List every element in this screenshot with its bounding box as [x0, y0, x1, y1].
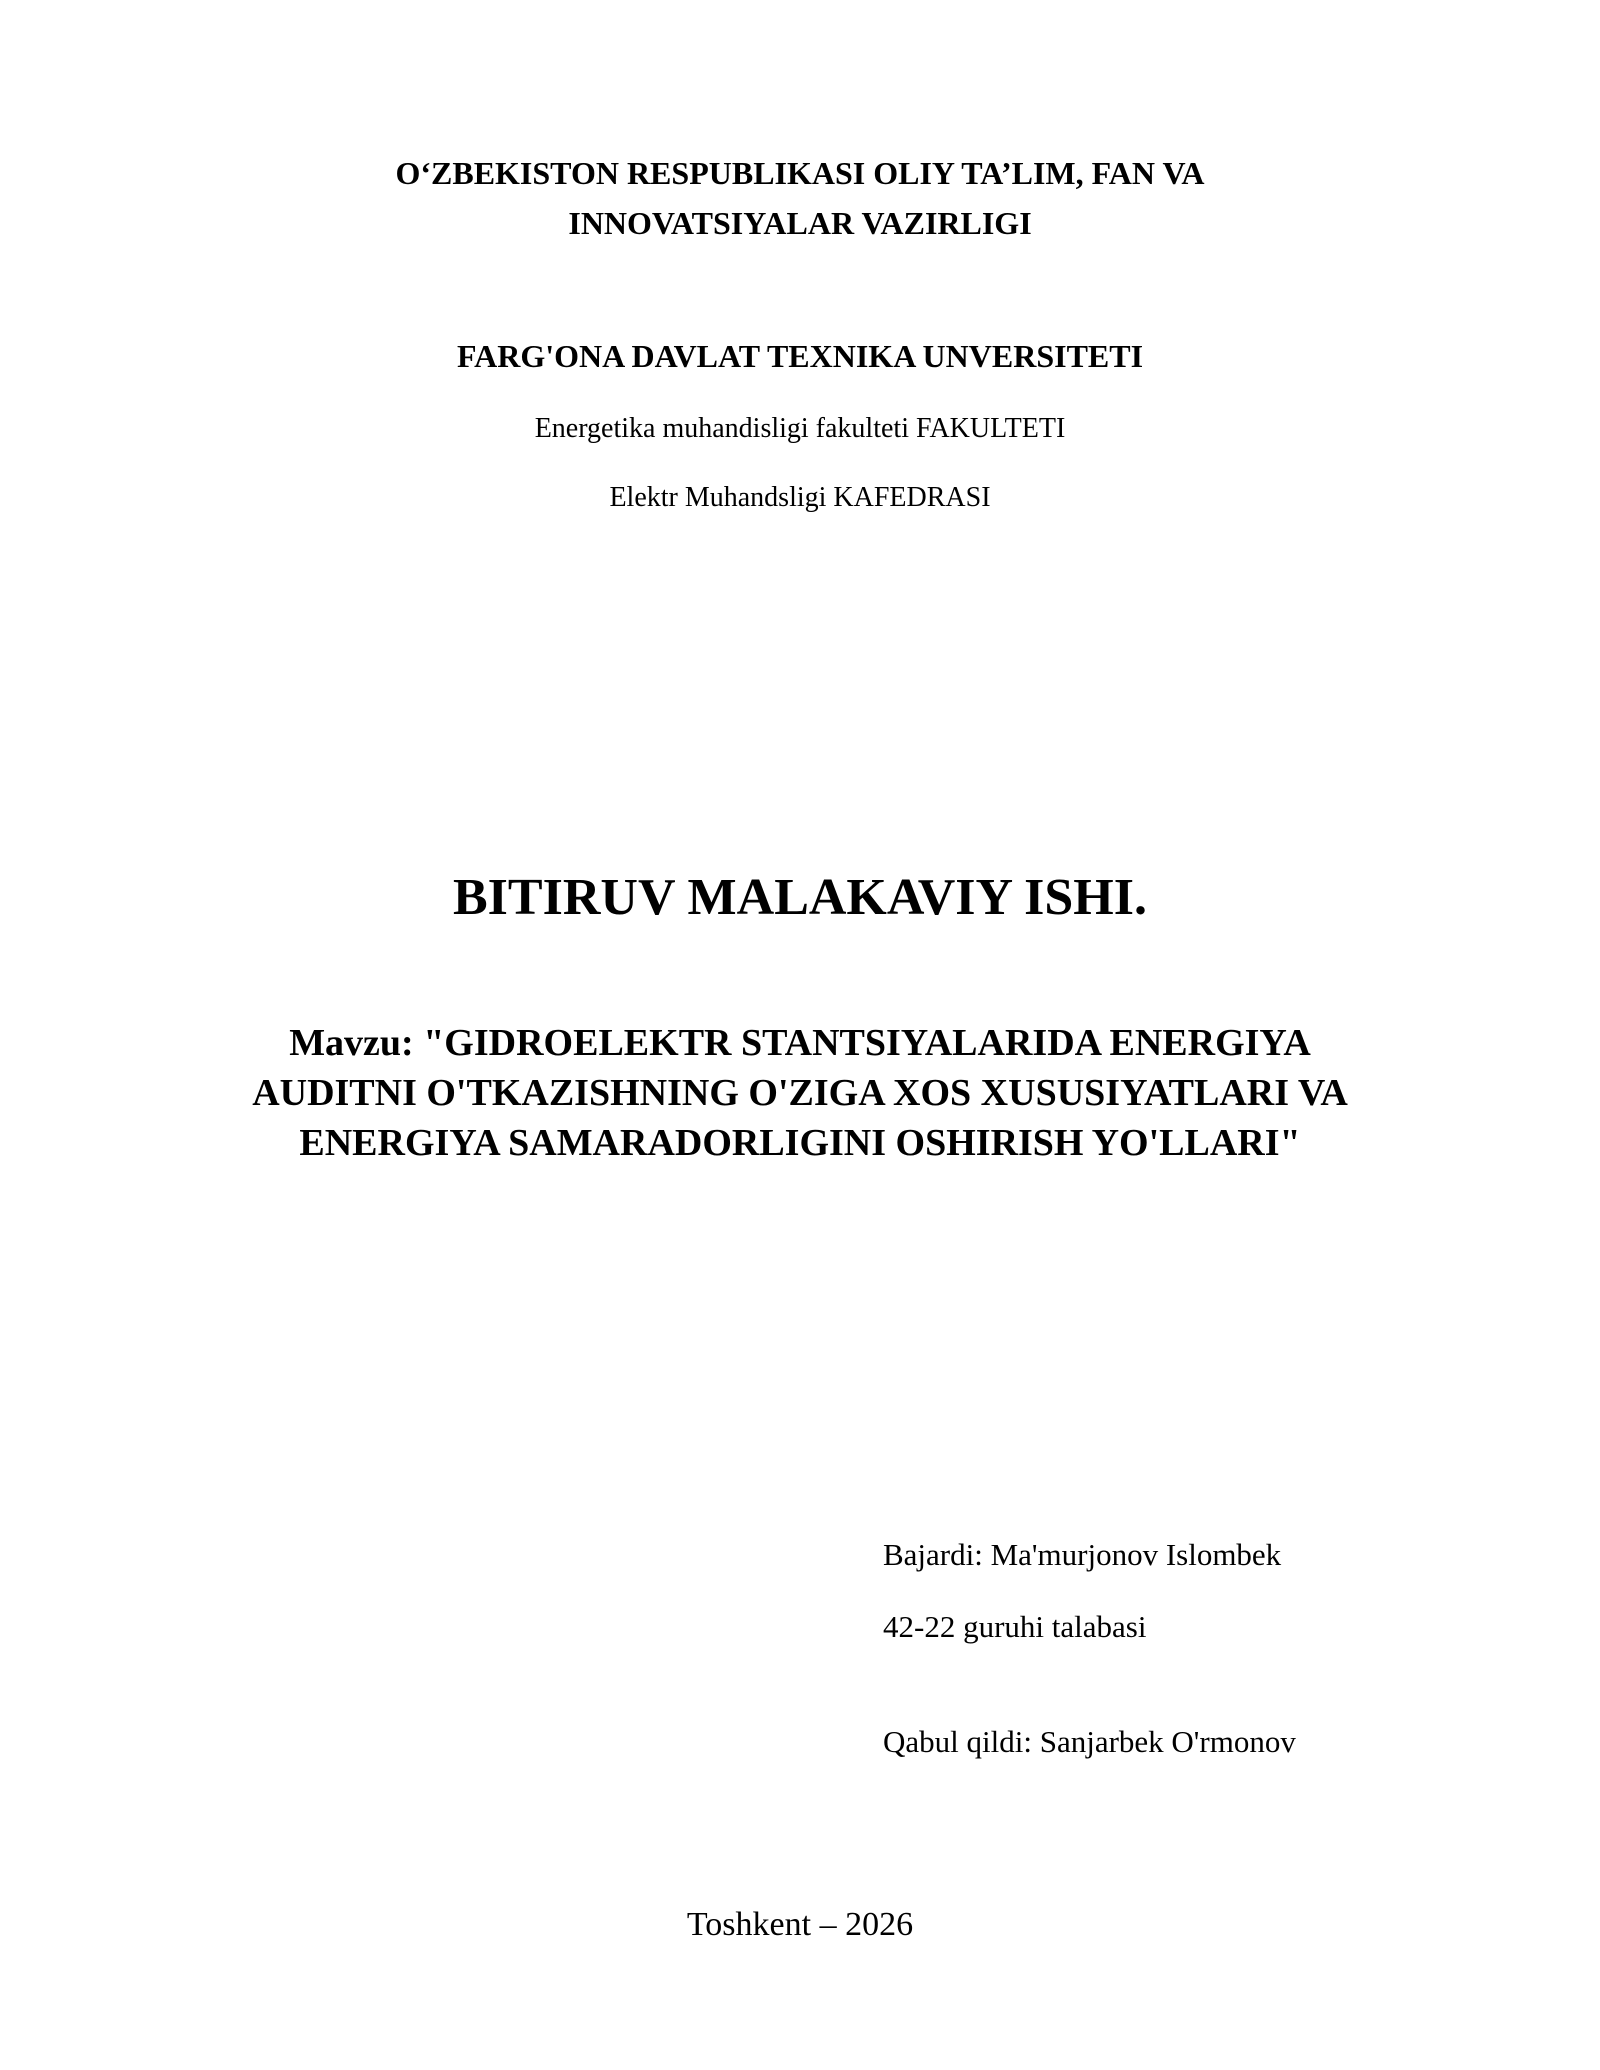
ministry-line-2: INNOVATSIYALAR VAZIRLIGI: [568, 205, 1032, 241]
ministry-heading: [0, 148, 1600, 248]
topic-line-3: ENERGIYA SAMARADORLIGINI OSHIRISH YO'LLARI": [299, 1122, 1301, 1164]
topic-line-2: AUDITNI O'TKAZISHNING O'ZIGA XOS XUSUSIYATLARI VA: [252, 1072, 1348, 1114]
group-info: 42-22 guruhi talabasi: [883, 1609, 1147, 1644]
department-name: Elektr Muhandsligi KAFEDRASI: [609, 482, 991, 513]
author-info: Bajardi: Ma'murjonov Islombek: [883, 1537, 1282, 1572]
faculty-name: Energetika muhandisligi fakulteti FAKULTETI: [534, 413, 1066, 444]
ministry-line-1: O‘ZBEKISTON RESPUBLIKASI OLIY TA’LIM, FAN VA: [395, 155, 1205, 191]
city-year: Toshkent – 2026: [686, 1906, 914, 1943]
work-type-title: BITIRUV MALAKAVIY ISHI.: [453, 869, 1147, 926]
university-name: FARG'ONA DAVLAT TEXNIKA UNVERSITETI: [456, 338, 1144, 374]
topic-block: [0, 1018, 1600, 1168]
topic-line-1: Mavzu: "GIDROELEKTR STANTSIYALARIDA ENERGIYA: [289, 1022, 1311, 1064]
supervisor-info: Qabul qildi: Sanjarbek O'rmonov: [883, 1724, 1296, 1759]
